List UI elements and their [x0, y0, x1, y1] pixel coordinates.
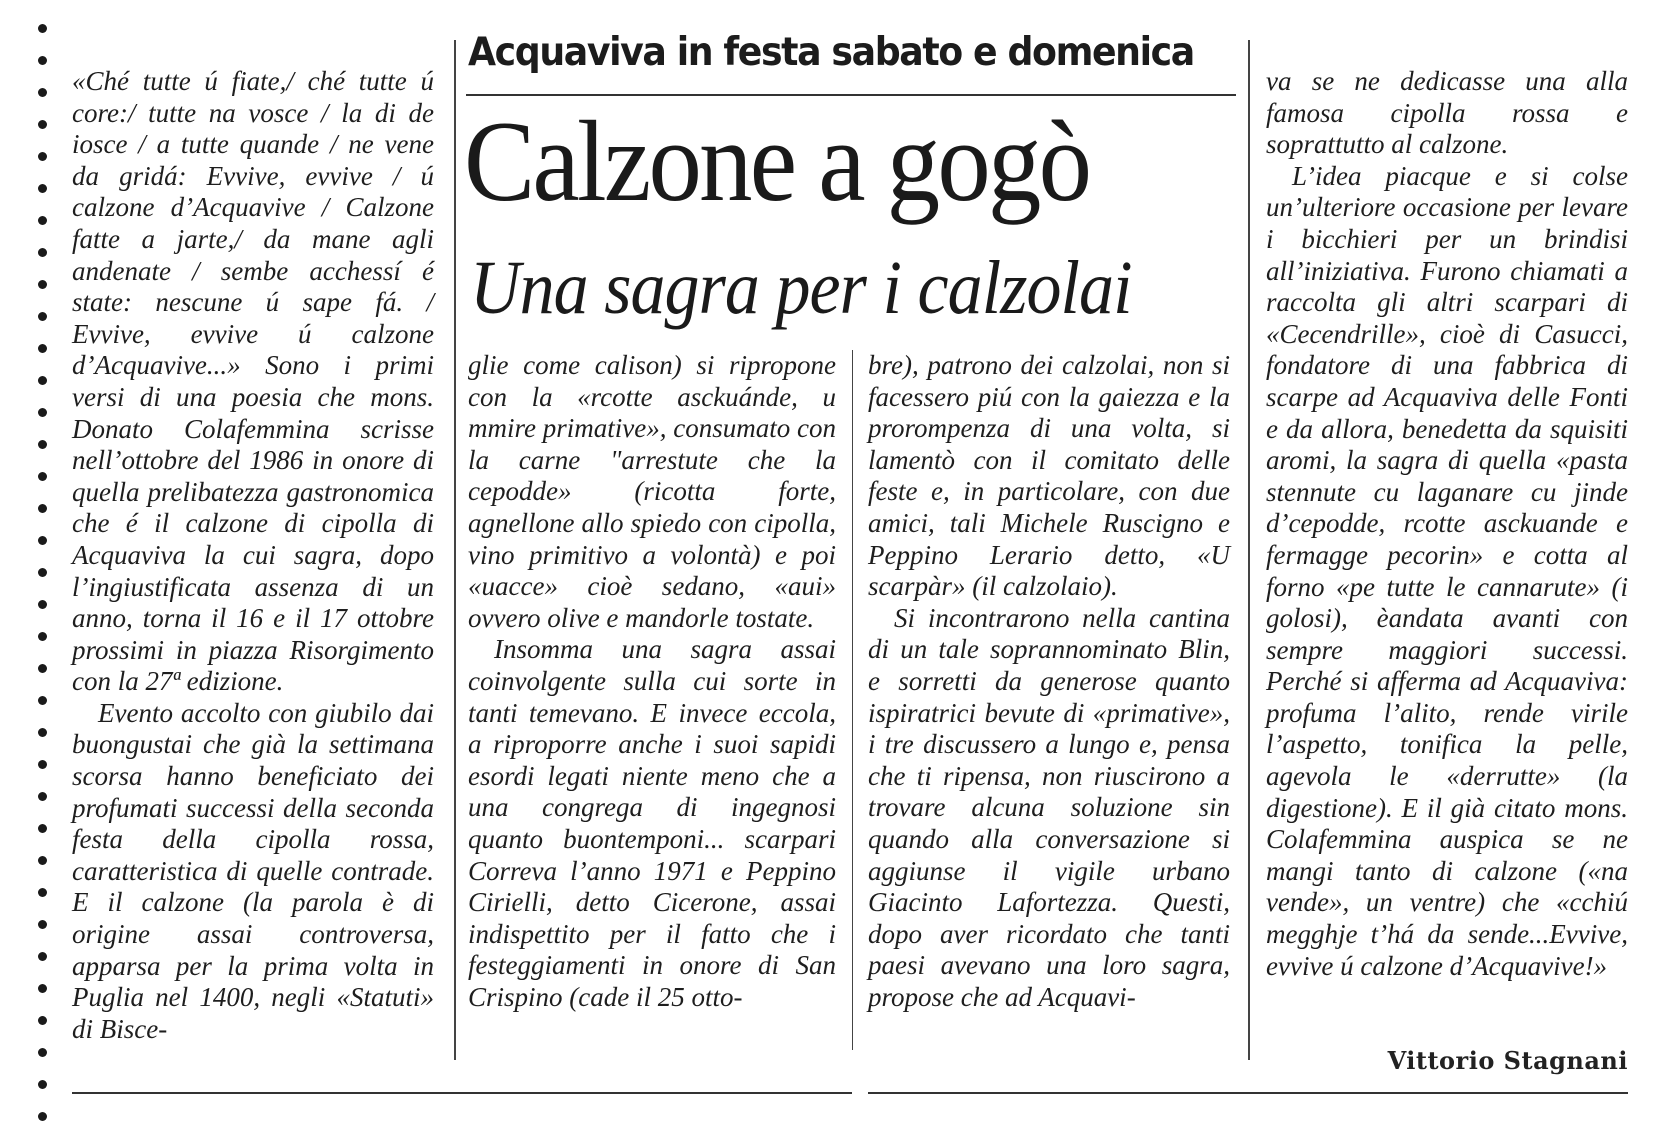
punch-hole [38, 792, 47, 801]
punch-hole [38, 1016, 47, 1025]
punch-hole [38, 728, 47, 737]
punch-hole [38, 760, 47, 769]
punch-hole [38, 696, 47, 705]
punch-hole [38, 504, 47, 513]
article-column-3 [868, 350, 1230, 1013]
punch-hole [38, 184, 47, 193]
byline: Vittorio Stagnani [1387, 1046, 1628, 1075]
paragraph: Insomma una sagra assai coinvolgente sulla cui sorte in tanti temevano. E invece eccola, a riproporre anche i suoi sapidi esordi legati niente meno che a una congrega di ingegnosi quanto buontemponi... scarpari Correva l’anno 1971 e Peppino Cirielli, detto Cicerone, assai indispettito per il fatto che i festeggiamenti in onore di San Crispino (cade il 25 otto- [468, 634, 836, 1012]
paragraph: Evento accolto con giubilo dai buongustai che già la settimana scorsa hanno beneficiato dei profumati successi della seconda festa della cipolla rossa, caratteristica di quelle contrade. E il calzone (la parola è di origine assai controversa, apparsa per la prima volta in Puglia nel 1400, negli «Statuti» di Bisce- [72, 697, 434, 1044]
punch-hole [38, 216, 47, 225]
punch-hole [38, 1080, 47, 1089]
punch-hole [38, 1048, 47, 1057]
article-column-1 [72, 66, 434, 1045]
punch-hole [38, 376, 47, 385]
punch-hole [38, 88, 47, 97]
punch-hole [38, 120, 47, 129]
punch-hole [38, 920, 47, 929]
punch-hole [38, 152, 47, 161]
punch-hole [38, 984, 47, 993]
punch-hole [38, 440, 47, 449]
article-column-4 [1266, 66, 1628, 982]
bottom-rule [72, 1092, 852, 1094]
punch-hole [38, 664, 47, 673]
punch-hole [38, 248, 47, 257]
punch-hole [38, 472, 47, 481]
punch-hole [38, 1112, 47, 1121]
punch-hole [38, 600, 47, 609]
punch-hole [38, 344, 47, 353]
column-divider [852, 350, 853, 1050]
kicker: Acquaviva in festa sabato e domenica [468, 30, 1194, 75]
punch-hole [38, 56, 47, 65]
punch-hole [38, 632, 47, 641]
punch-hole [38, 824, 47, 833]
headline: Calzone a gogò [464, 98, 1090, 226]
punch-hole [38, 408, 47, 417]
punch-hole [38, 280, 47, 289]
paragraph: Si incontrarono nella cantina di un tale soprannominato Blin, e sorretti da generose quanto ispiratrici bevute di «primative», i tre discussero a lungo e, pensa che ti ripensa, non riuscirono a trovare alcuna soluzione sin quando alla conversazione si aggiunse il vigile urbano Giacinto Lafortezza. Questi, dopo aver ricordato che tanti paesi avevano una loro sagra, propose che ad Acquavi- [868, 602, 1230, 1012]
bottom-rule [868, 1092, 1628, 1094]
paragraph: L’idea piacque e si colse un’ulteriore occasione per levare i bicchieri per un brindisi all’iniziativa. Furono chiamati a raccolta gli altri scarpari di «Cecendrille», cioè di Casucci, fondatore di una fabbrica di scarpe ad Acquaviva delle Fonti e da allora, benedetta da squisiti aromi, la sagra di quella «pasta stennute cu laganare cu jinde d’cepodde, rcotte asckuande e fermagge pecorin» e cotta al forno «pe tutte le cannarute» (i golosi), èandata avanti con sempre maggiori successi. Perché si afferma ad Acquaviva: profuma l’alito, rende virile l’aspetto, tonifica la pelle, agevola le «derrutte» (la digestione). E il già citato mons. Colafemmina auspica se ne mangi tanto di calzone («na vende», un ventre) che «cchiú megghje t’há da sende...Evvive, evvive ú calzone d’Acquavive!» [1266, 160, 1628, 981]
paragraph: glie come calison) si ripropone con la «rcotte asckuánde, u mmire primative», consumato con la carne "arrestute che la cepodde» (ricotta forte, agnellone allo spiedo con cipolla, vino primitivo a volontà) e poi «uacce» cioè sedano, «aui» ovvero olive e mandorle tostate. [468, 350, 836, 633]
article-column-2 [468, 350, 836, 1013]
punch-hole [38, 952, 47, 961]
punch-hole [38, 24, 47, 33]
kicker-rule [466, 94, 1236, 96]
subhead: Una sagra per i calzolai [470, 246, 1132, 330]
paragraph: bre), patrono dei calzolai, non si facessero piú con la gaiezza e la prorompenza di una volta, si lamentò con il comitato delle feste e, in particolare, con due amici, tali Michele Ruscigno e Peppino Lerario detto, «U scarpàr» (il calzolaio). [868, 350, 1230, 602]
punch-hole [38, 536, 47, 545]
column-divider [1248, 40, 1250, 1060]
punch-hole [38, 856, 47, 865]
punch-holes-strip [38, 10, 52, 1130]
column-divider [454, 40, 456, 1060]
paragraph: «Ché tutte ú fiate,/ ché tutte ú core:/ tutte na vosce / la di de iosce / a tutte quande / ne vene da gridá: Evvive, evvive / ú calzone d’Acquavive / Calzone fatte a jarte,/ da mane agli andenate / sembe acchessí é state: nescune ú sape fá. / Evvive, evvive ú calzone d’Acquavive...» Sono i primi versi di una poesia che mons. Donato Colafemmina scrisse nell’ottobre del 1986 in onore di quella prelibatezza gastronomica che é il calzone di cipolla di Acquaviva la cui sagra, dopo l’ingiustificata assenza di un anno, torna il 16 e il 17 ottobre prossimi in piazza Risorgimento con la 27ª edizione. [72, 66, 434, 697]
paragraph: va se ne dedicasse una alla famosa cipolla rossa e soprattutto al calzone. [1266, 66, 1628, 160]
punch-hole [38, 888, 47, 897]
punch-hole [38, 312, 47, 321]
punch-hole [38, 568, 47, 577]
